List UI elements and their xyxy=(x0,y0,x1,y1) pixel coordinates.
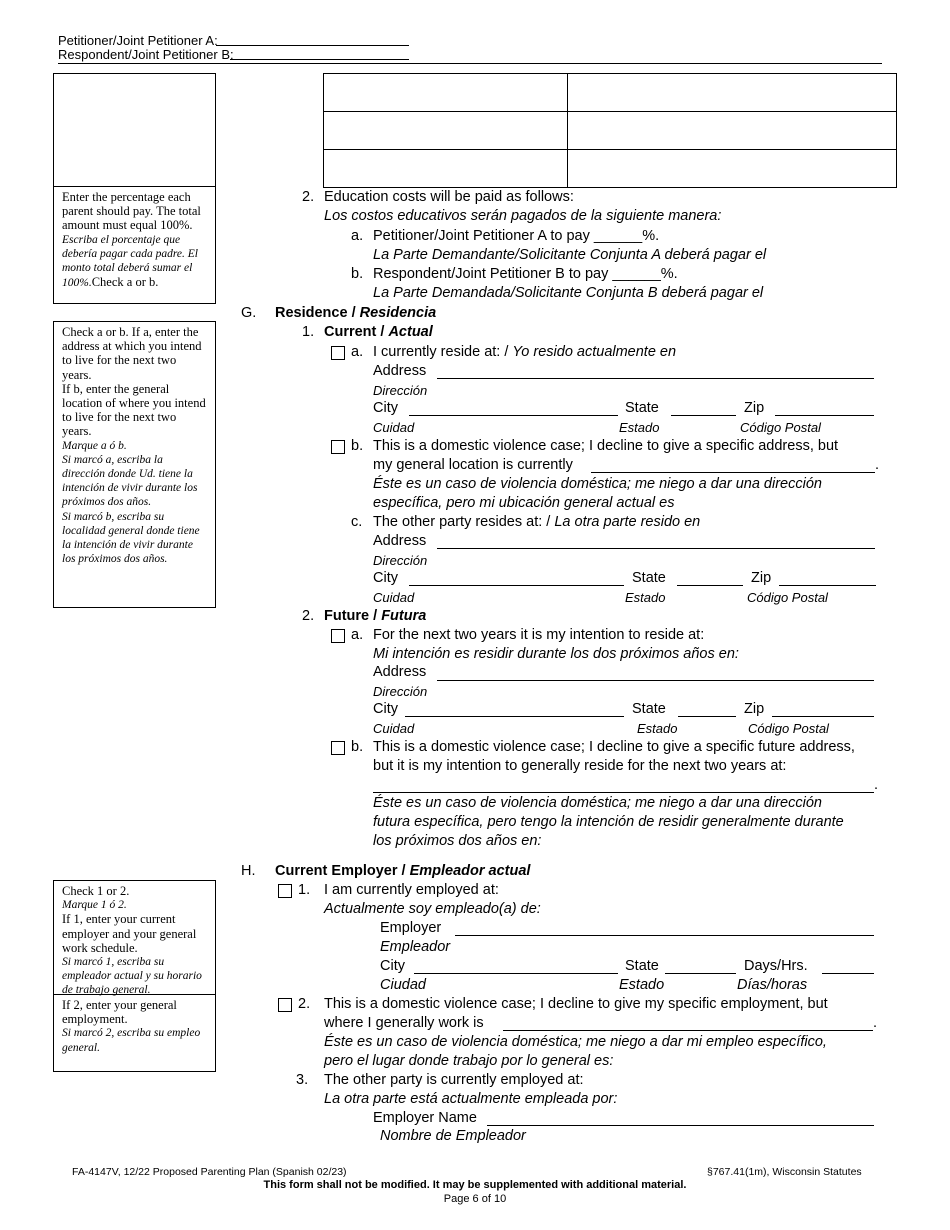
employer-3-number: 3. xyxy=(296,1072,309,1088)
current-a-text xyxy=(373,344,676,360)
current-b-checkbox[interactable] xyxy=(331,440,345,454)
employer-1-es: Actualmente soy empleado(a) de: xyxy=(324,901,541,917)
current-a-letter: a. xyxy=(351,344,364,360)
petitioner-name-field[interactable] xyxy=(216,45,409,46)
section-g-title xyxy=(275,305,436,321)
current-city-label-es: Cuidad xyxy=(373,420,415,435)
allocation-table xyxy=(323,73,897,188)
current-c-label-es: La otra parte resido en xyxy=(554,514,701,530)
employer-days-label: Days/Hrs. xyxy=(744,958,808,974)
future-b-es2: futura específica, pero tengo la intención de residir generalmente durante xyxy=(373,814,844,830)
residence-note-en1: Check a or b. If a, enter the address at which you intend to live for the next two years. xyxy=(62,325,202,382)
current-city-field[interactable] xyxy=(409,415,618,416)
other-address-label: Address xyxy=(373,533,427,549)
future-state-label: State xyxy=(632,701,666,717)
respondent-label: Respondent/Joint Petitioner B: xyxy=(58,47,234,62)
education-text-es: Los costos educativos serán pagados de la siguiente manera: xyxy=(324,208,722,224)
current-state-label-es: Estado xyxy=(619,420,660,435)
employer-title-es: Empleador actual xyxy=(409,863,531,879)
future-b-checkbox[interactable] xyxy=(331,741,345,755)
employer-title: Current Employer / xyxy=(275,863,410,879)
other-employer-name-label-es: Nombre de Empleador xyxy=(380,1128,526,1144)
current-address-label-es: Dirección xyxy=(373,383,428,398)
employer-state-field[interactable] xyxy=(665,973,736,974)
employer-1-checkbox[interactable] xyxy=(278,884,292,898)
current-c-letter: c. xyxy=(351,514,363,530)
education-note-en: Enter the percentage each parent should pay. The total amount must equal 100%. xyxy=(62,190,201,233)
other-state-label: State xyxy=(632,570,666,586)
current-zip-field[interactable] xyxy=(775,415,874,416)
education-b-text-es: La Parte Demandada/Solicitante Conjunta B deberá pagar el xyxy=(373,285,764,301)
other-state-label-es: Estado xyxy=(625,590,666,605)
employer-3-text: The other party is currently employed at: xyxy=(324,1072,584,1088)
current-city-label: City xyxy=(373,400,398,416)
other-city-field[interactable] xyxy=(409,585,624,586)
current-a-checkbox[interactable] xyxy=(331,346,345,360)
future-a-text: For the next two years it is my intention to reside at: xyxy=(373,627,705,643)
future-state-label-es: Estado xyxy=(637,721,678,736)
education-a-text[interactable]: Petitioner/Joint Petitioner A to pay ______%. xyxy=(373,228,660,244)
employer-label: Employer xyxy=(380,920,442,936)
employer-city-label: City xyxy=(380,958,405,974)
sidebar-employer-note-2 xyxy=(53,994,216,1072)
footer-form-id: FA-4147V, 12/22 Proposed Parenting Plan (Spanish 02/23) xyxy=(72,1166,347,1178)
employer-3-es: La otra parte está actualmente empleada por: xyxy=(324,1091,618,1107)
residence-note-en2: If b, enter the general location of where you intend to live for the next two years. xyxy=(62,381,206,439)
future-label: Future / xyxy=(324,608,382,624)
future-zip-field[interactable] xyxy=(772,716,874,717)
sidebar-education-note xyxy=(53,186,216,304)
footer-notice: This form shall not be modified. It may be supplemented with additional material. xyxy=(263,1179,687,1191)
current-heading xyxy=(324,324,433,340)
employer-2-checkbox[interactable] xyxy=(278,998,292,1012)
section-h-title xyxy=(275,863,530,879)
current-b-text1: This is a domestic violence case; I decline to give a specific address, but xyxy=(373,438,839,454)
employer-state-label-es: Estado xyxy=(619,977,665,993)
future-address-field[interactable] xyxy=(437,680,874,681)
future-state-field[interactable] xyxy=(678,716,736,717)
employer-2-es1: Éste es un caso de violencia doméstica; me niego a dar mi empleo específico, xyxy=(324,1034,827,1050)
future-b-es3: los próximos dos años en: xyxy=(373,833,542,849)
other-zip-field[interactable] xyxy=(779,585,876,586)
future-heading xyxy=(324,608,426,624)
employer-note-es1: Marque 1 ó 2. xyxy=(62,899,127,912)
current-c-text xyxy=(373,514,700,530)
future-label-es: Futura xyxy=(381,608,427,624)
future-b-period: . xyxy=(874,777,879,793)
current-b-text2: my general location is currently xyxy=(373,457,573,473)
other-employer-name-label: Employer Name xyxy=(373,1110,477,1126)
current-label-es: Actual xyxy=(388,324,433,340)
other-zip-label-es: Código Postal xyxy=(747,590,828,605)
current-address-label: Address xyxy=(373,363,427,379)
other-address-field[interactable] xyxy=(437,548,875,549)
employer-2-text1: This is a domestic violence case; I decline to give my specific employment, but xyxy=(324,996,828,1012)
section-h-letter: H. xyxy=(241,863,256,879)
respondent-name-field[interactable] xyxy=(230,59,409,60)
education-number: 2. xyxy=(302,189,315,205)
current-label: Current / xyxy=(324,324,389,340)
current-state-field[interactable] xyxy=(671,415,736,416)
future-address-label-es: Dirección xyxy=(373,684,428,699)
employer-general-work-field[interactable] xyxy=(503,1030,873,1031)
education-text: Education costs will be paid as follows: xyxy=(324,189,574,205)
current-b-letter: b. xyxy=(351,438,364,454)
employer-note-es2: Si marcó 1, escriba su empleador actual y su horario de trabajo general. xyxy=(62,956,202,997)
education-note-es: Escriba el porcentaje que debería pagar cada padre. El monto total deberá sumar el 100%. xyxy=(62,233,198,290)
employer-field[interactable] xyxy=(455,935,874,936)
table-row-divider xyxy=(323,149,897,150)
residence-title: Residence / xyxy=(275,305,360,321)
future-number: 2. xyxy=(302,608,315,624)
future-a-letter: a. xyxy=(351,627,364,643)
future-a-es: Mi intención es residir durante los dos próximos años en: xyxy=(373,646,739,662)
residence-title-es: Residencia xyxy=(359,305,437,321)
sidebar-employer-note-1 xyxy=(53,880,216,995)
employer-2-number: 2. xyxy=(298,996,311,1012)
current-address-field[interactable] xyxy=(437,378,874,379)
employer-1-number: 1. xyxy=(298,882,311,898)
education-note-check: Check a or b. xyxy=(91,275,159,290)
current-zip-label: Zip xyxy=(744,400,765,416)
employer-note-en2: If 1, enter your current employer and your general work schedule. xyxy=(62,912,197,955)
current-b-es2: específica, pero mi ubicación general actual es xyxy=(373,495,675,511)
future-city-label: City xyxy=(373,701,398,717)
future-a-checkbox[interactable] xyxy=(331,629,345,643)
future-b-text2: but it is my intention to generally reside for the next two years at: xyxy=(373,758,787,774)
employer-2-period: . xyxy=(873,1015,878,1031)
current-general-location-field[interactable] xyxy=(591,472,875,473)
future-address-label: Address xyxy=(373,664,427,680)
employer-note-es3: Si marcó 2, escriba su empleo general. xyxy=(62,1027,201,1054)
current-zip-label-es: Código Postal xyxy=(740,420,821,435)
footer-page-number: Page 6 of 10 xyxy=(443,1193,507,1205)
current-number: 1. xyxy=(302,324,315,340)
current-a-label: I currently reside at: / xyxy=(373,344,513,360)
header-rule xyxy=(58,63,882,64)
employer-city-field[interactable] xyxy=(414,973,618,974)
other-zip-label: Zip xyxy=(751,570,772,586)
employer-2-text2: where I generally work is xyxy=(324,1015,484,1031)
education-b-text[interactable]: Respondent/Joint Petitioner B to pay ______%. xyxy=(373,266,678,282)
petitioner-label: Petitioner/Joint Petitioner A: xyxy=(58,33,218,48)
other-employer-name-field[interactable] xyxy=(487,1125,874,1126)
other-address-label-es: Dirección xyxy=(373,553,428,568)
employer-note-en1: Check 1 or 2. xyxy=(62,884,130,898)
future-b-es1: Éste es un caso de violencia doméstica; me niego a dar una dirección xyxy=(373,795,822,811)
education-a-text-es: La Parte Demandante/Solicitante Conjunta A deberá pagar el xyxy=(373,247,767,263)
employer-city-label-es: Ciudad xyxy=(380,977,426,993)
other-state-field[interactable] xyxy=(677,585,743,586)
future-zip-label: Zip xyxy=(744,701,765,717)
current-b-es1: Éste es un caso de violencia doméstica; me niego a dar una dirección xyxy=(373,476,822,492)
employer-days-field[interactable] xyxy=(822,973,874,974)
sidebar-residence-note xyxy=(53,321,216,608)
future-b-letter: b. xyxy=(351,739,364,755)
employer-1-text: I am currently employed at: xyxy=(324,882,499,898)
current-a-label-es: Yo resido actualmente en xyxy=(512,344,677,360)
employer-days-label-es: Días/horas xyxy=(737,977,808,993)
table-column-divider xyxy=(567,73,568,188)
future-city-field[interactable] xyxy=(405,716,624,717)
residence-note-es1: Marque a ó b. xyxy=(62,439,127,452)
employer-2-es2: pero el lugar donde trabajo por lo general es: xyxy=(324,1053,614,1069)
residence-note-es2: Si marcó a, escriba la dirección donde Ud. tiene la intención de vivir durante los próximos dos años. xyxy=(62,453,198,509)
residence-note-es3: Si marcó b, escriba su localidad general donde tiene la intención de vivir durante los próximos dos años. xyxy=(62,510,200,566)
other-city-label: City xyxy=(373,570,398,586)
section-g-letter: G. xyxy=(241,305,257,321)
current-b-period: . xyxy=(875,457,880,473)
other-city-label-es: Cuidad xyxy=(373,590,415,605)
education-a-letter: a. xyxy=(351,228,364,244)
employer-note-en3: If 2, enter your general employment. xyxy=(62,998,177,1027)
table-row-divider xyxy=(323,111,897,112)
future-b-text1: This is a domestic violence case; I decline to give a specific future address, xyxy=(373,739,855,755)
employer-label-es: Empleador xyxy=(380,939,451,955)
education-b-letter: b. xyxy=(351,266,364,282)
future-city-label-es: Cuidad xyxy=(373,721,415,736)
future-general-location-field[interactable] xyxy=(373,792,874,793)
footer-statute: §767.41(1m), Wisconsin Statutes xyxy=(707,1166,862,1178)
employer-state-label: State xyxy=(625,958,659,974)
future-zip-label-es: Código Postal xyxy=(748,721,829,736)
current-state-label: State xyxy=(625,400,659,416)
current-c-label: The other party resides at: / xyxy=(373,514,555,530)
